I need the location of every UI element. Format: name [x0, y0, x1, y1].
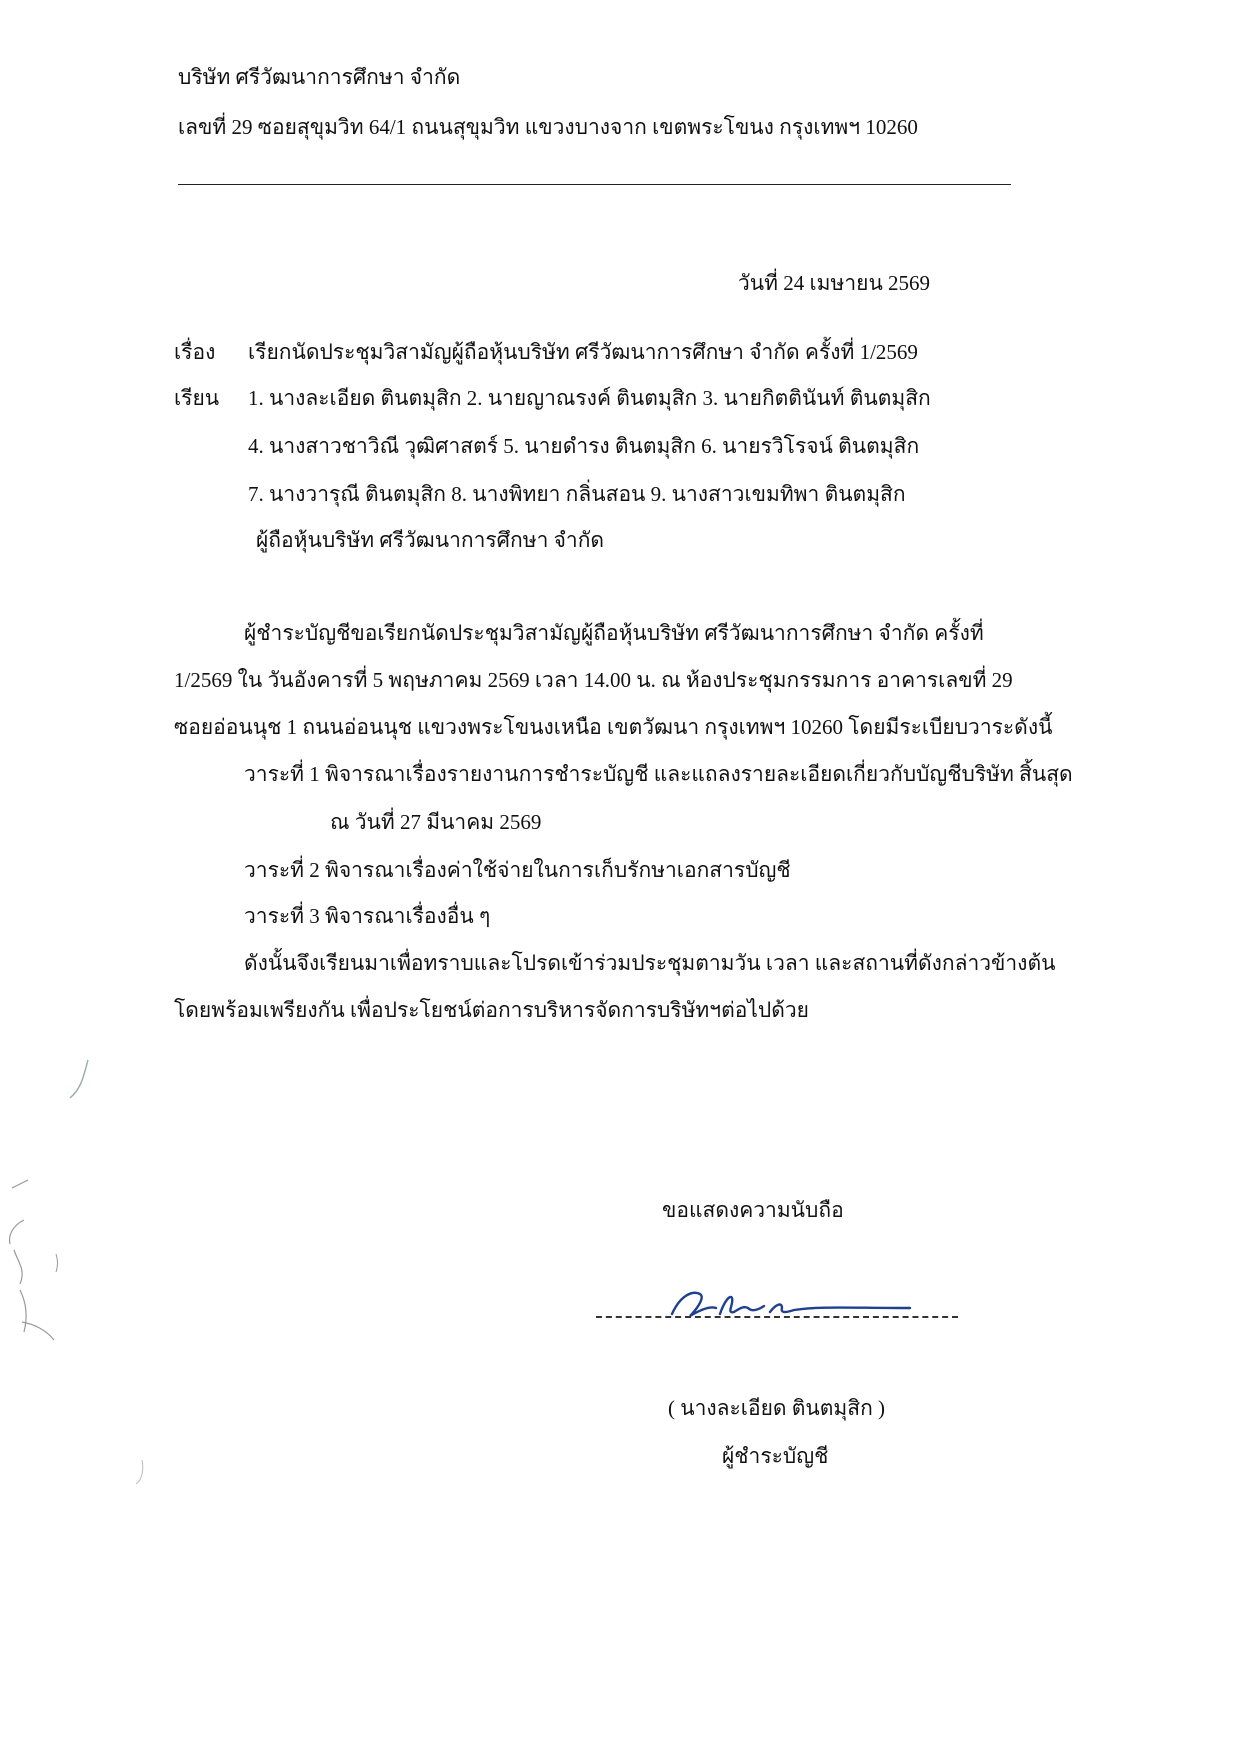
signatory-name: ( นางละเอียด ตินตมุสิก ) [668, 1396, 886, 1420]
signatory-title: ผู้ชำระบัญชี [722, 1444, 829, 1468]
agenda-item-3: วาระที่ 3 พิจารณาเรื่องอื่น ๆ [244, 904, 491, 928]
agenda-item-2: วาระที่ 2 พิจารณาเรื่องค่าใช้จ่ายในการเก็บรักษาเอกสารบัญชี [244, 858, 791, 882]
to-label: เรียน [174, 386, 220, 410]
addressee-line: ผู้ถือหุ้นบริษัท ศรีวัฒนาการศึกษา จำกัด [256, 528, 605, 552]
addressee-line: 4. นางสาวชาวิณี วุฒิศาสตร์ 5. นายดำรง ตินตมุสิก 6. นายรวิโรจน์ ตินตมุสิก [248, 434, 920, 458]
company-name: บริษัท ศรีวัฒนาการศึกษา จำกัด [178, 65, 461, 89]
addressee-line: 7. นางวารุณี ตินตมุสิก 8. นางพิทยา กลิ่นสอน 9. นางสาวเขมทิพา ตินตมุสิก [248, 482, 906, 506]
agenda-item-1: วาระที่ 1 พิจารณาเรื่องรายงานการชำระบัญชี และแถลงรายละเอียดเกี่ยวกับบัญชีบริษัท สิ้นสุด [244, 762, 1073, 786]
date-line: วันที่ 24 เมษายน 2569 [738, 271, 931, 295]
body-line: 1/2569 ใน วันอังคารที่ 5 พฤษภาคม 2569 เวลา 14.00 น. ณ ห้องประชุมกรรมการ อาคารเลขที่ 29 [174, 668, 1013, 692]
scan-margin-marks [0, 1040, 150, 1500]
subject-label: เรื่อง [174, 340, 216, 364]
closing-line: ดังนั้นจึงเรียนมาเพื่อทราบและโปรดเข้าร่วมประชุมตามวัน เวลา และสถานที่ดังกล่าวข้างต้น [244, 951, 1056, 975]
complimentary-close: ขอแสดงความนับถือ [662, 1198, 844, 1222]
body-line: ซอยอ่อนนุช 1 ถนนอ่อนนุช แขวงพระโขนงเหนือ เขตวัฒนา กรุงเทพฯ 10260 โดยมีระเบียบวาระดังนี้ [174, 715, 1053, 739]
signature [660, 1278, 930, 1328]
addressee-line: 1. นางละเอียด ตินตมุสิก 2. นายญาณรงค์ ตินตมุสิก 3. นายกิตตินันท์ ตินตมุสิก [248, 386, 931, 410]
company-address: เลขที่ 29 ซอยสุขุมวิท 64/1 ถนนสุขุมวิท แขวงบางจาก เขตพระโขนง กรุงเทพฯ 10260 [178, 115, 918, 139]
letterhead-divider [178, 184, 1011, 185]
agenda-item-1-date: ณ วันที่ 27 มีนาคม 2569 [330, 810, 542, 834]
subject-text: เรียกนัดประชุมวิสามัญผู้ถือหุ้นบริษัท ศรีวัฒนาการศึกษา จำกัด ครั้งที่ 1/2569 [248, 340, 918, 364]
signature-line [596, 1316, 958, 1318]
closing-line: โดยพร้อมเพรียงกัน เพื่อประโยชน์ต่อการบริหารจัดการบริษัทฯต่อไปด้วย [174, 998, 809, 1022]
body-line: ผู้ชำระบัญชีขอเรียกนัดประชุมวิสามัญผู้ถือหุ้นบริษัท ศรีวัฒนาการศึกษา จำกัด ครั้งที่ [244, 621, 984, 645]
